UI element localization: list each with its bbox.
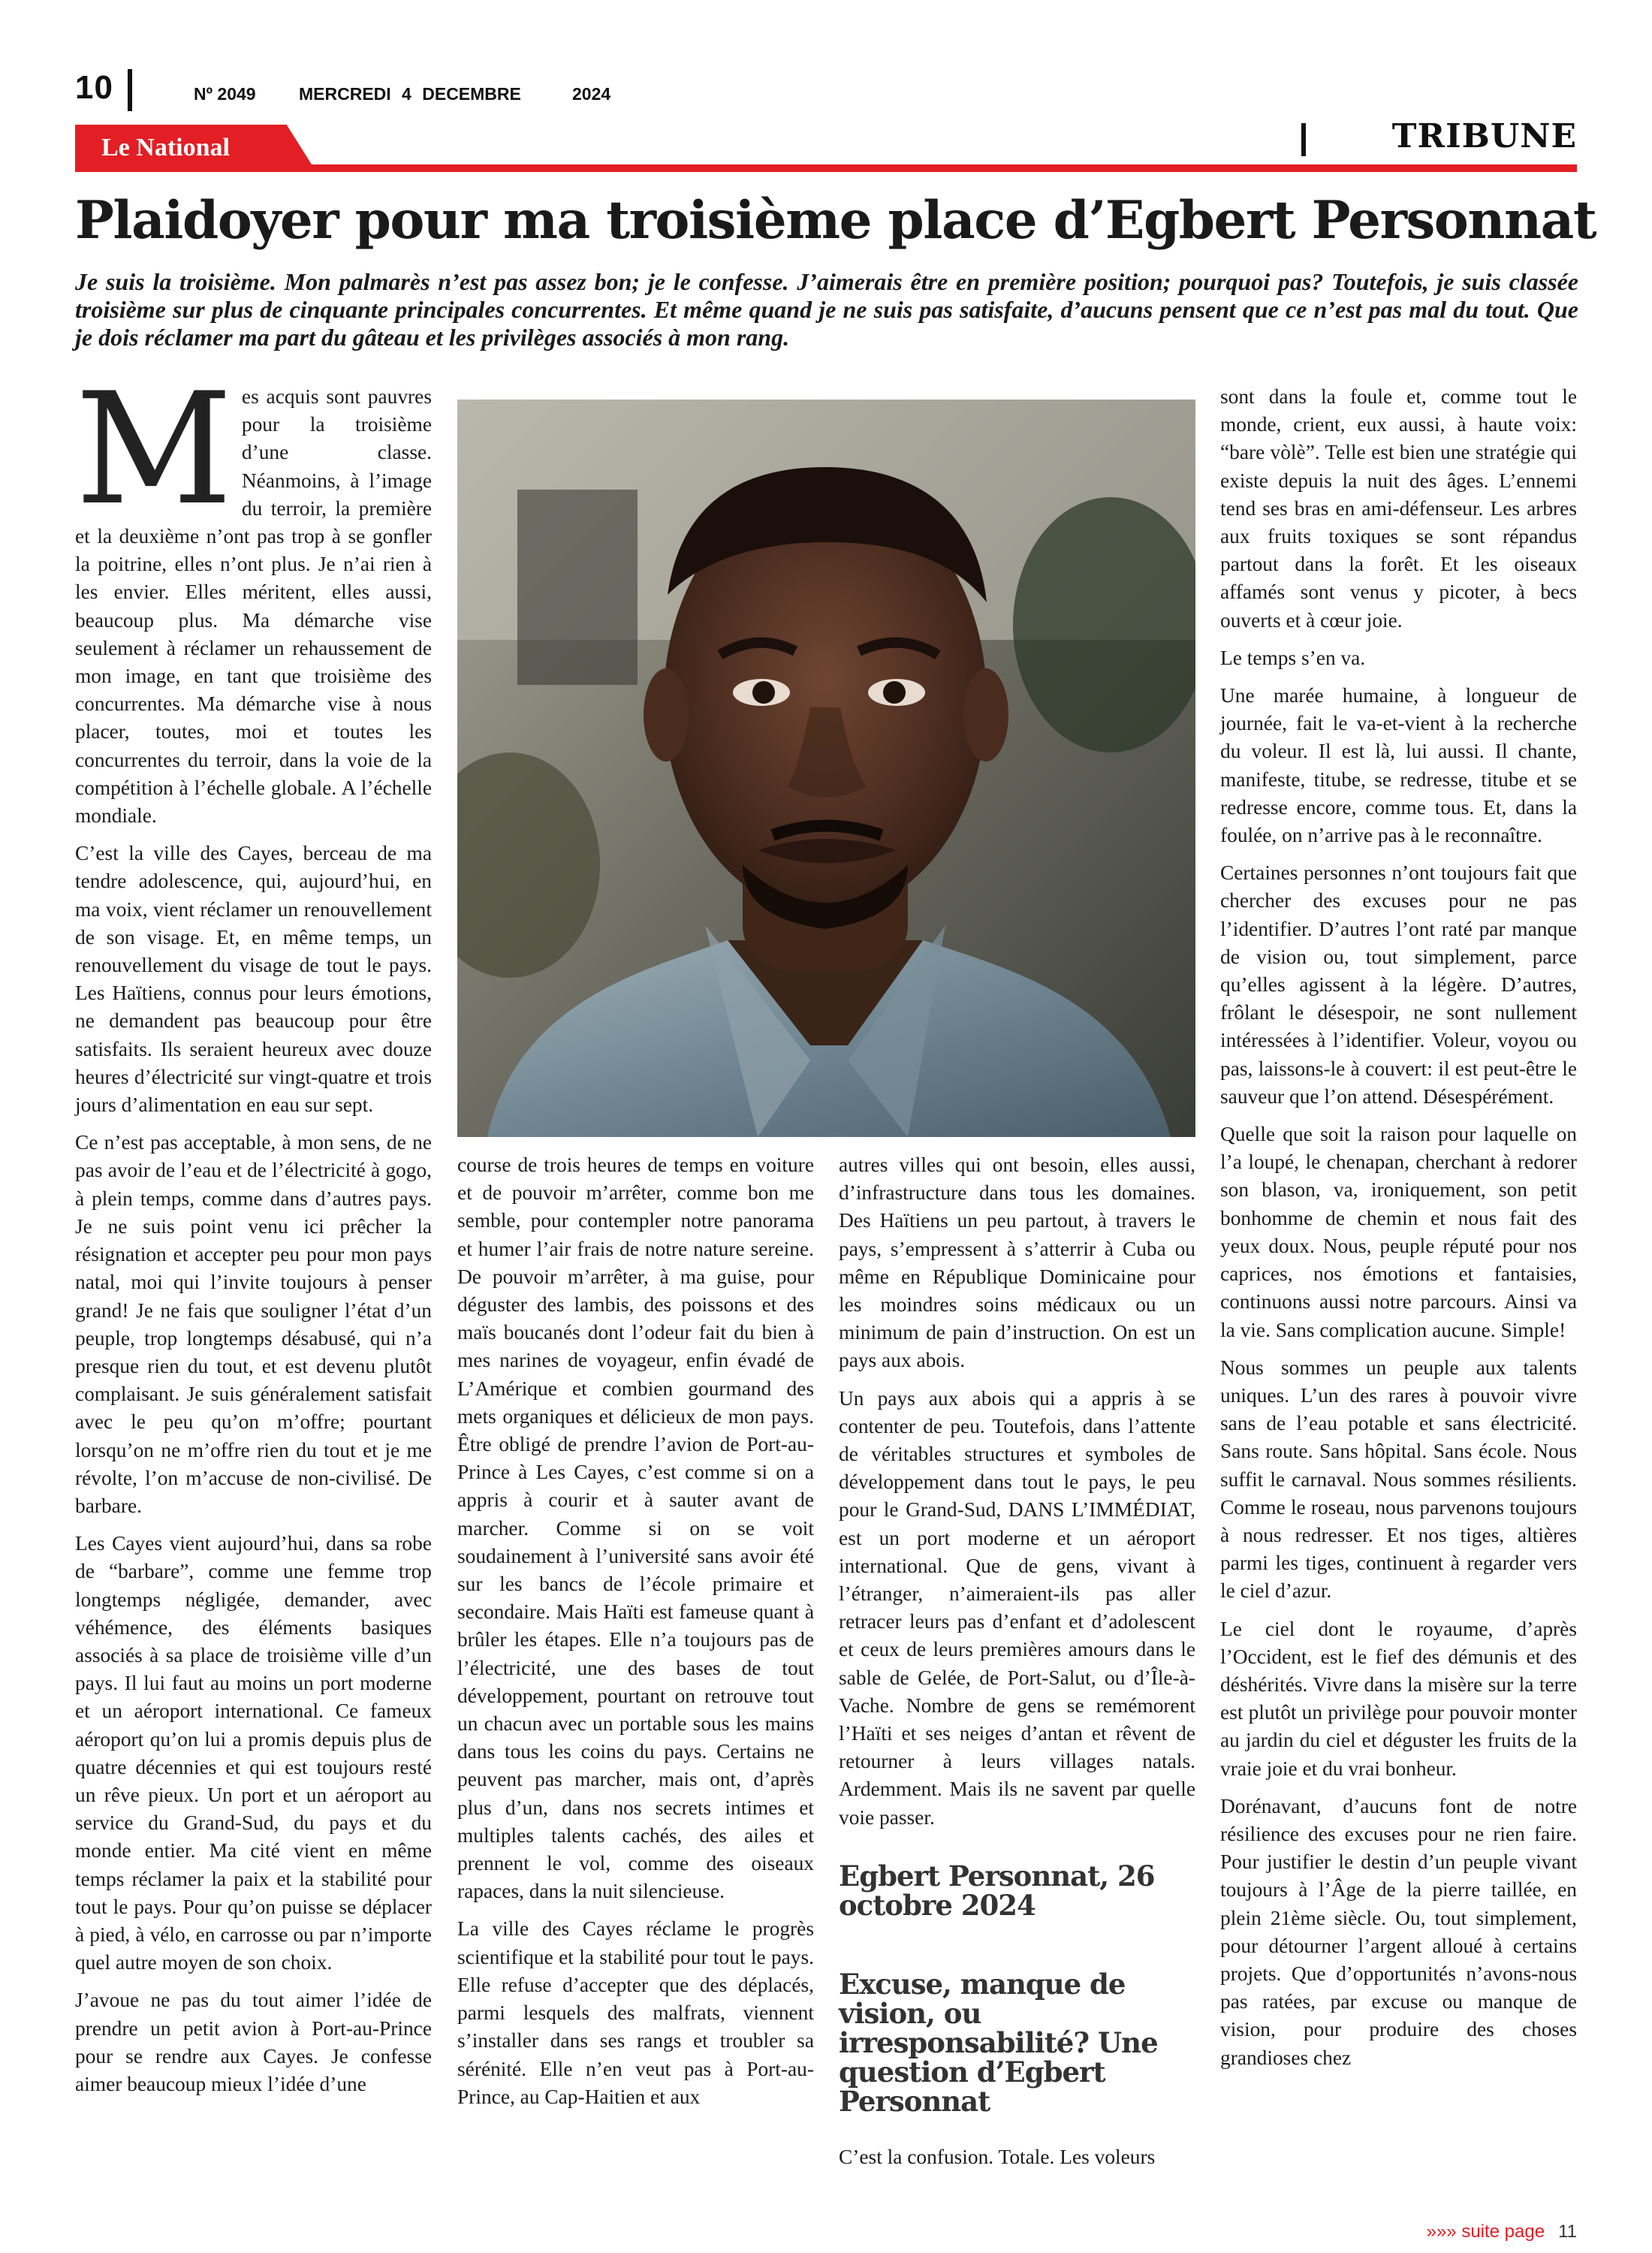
column-3 [839, 1151, 1195, 2181]
author-signature: Egbert Personnat, 26 octobre 2024 [839, 1859, 1155, 1922]
paragraph: Ce n’est pas acceptable, à mon sens, de ne pas avoir de l’eau et de l’électricité à gogo, à plein temps, comme dans d’autres pays. Je ne suis point venu ici prêcher la résignation et accepter peu pour mon pays natal, moi qui l’invite toujours à penser grand! Je ne fais que souligner l’état d’un peuple, trop longtemps désabusé, qui n’a presque rien du tout, et est devenu plutôt complaisant. Je suis généralement satisfait avec le peu qu’on m’offre; pourtant lorsqu’on ne m’offre rien du tout et je me révolte, l’on m’accuse de non-civilisé. De barbare. [75, 1131, 432, 1517]
paragraph: La ville des Cayes réclame le progrès scientifique et la stabilité pour tout le pays. Elle refuse d’accepter que des déplacés, parmi lesquels des malfrats, viennent s’installer dans ses rangs et troubler sa sérénité. Elle n’en veut pas à Port-au-Prince, au Cap-Haitien et aux [457, 1917, 814, 2108]
continued-page-number: 11 [1558, 2221, 1577, 2242]
paragraph: C’est la ville des Cayes, berceau de ma tendre adolescence, qui, aujourd’hui, en ma voix, vient réclamer un renouvellement de son visage. Et, en même temps, un renouvellement du visage de tout le pays. Les Haïtiens, connus pour leurs émotions, ne demandent pas beaucoup pour être satisfaits. Ils seraient heureux avec douze heures d’électricité sur vingt-quatre et trois jours d’alimentation en eau sur sept. [75, 842, 432, 1117]
paragraph: Une marée humaine, à longueur de journée, fait le va-et-vient à la recherche du voleur. Il est là, lui aussi. Il chante, manifeste, titube, se redresse, titube et se redresse encore, comme tous. Et, dans la foulée, on n’arrive pas à le reconnaître. [1220, 684, 1577, 847]
section-divider [1301, 123, 1306, 156]
issue-year: 2024 [572, 84, 611, 104]
paragraph: Mes acquis sont pauvres pour la troisième d’une classe. Néanmoins, à l’image du terroir, la première et la deuxième n’ont pas trop à se gonfler la poitrine, elles n’ont plus. Je n’ai rien à les envier. Elles méritent, elles aussi, beaucoup plus. Ma démarche vise seulement à réclamer un rehaussement de mon image, en tant que troisième des concurrentes. Ma démarche vise à nous placer, toutes, moi et toutes les concurrentes du terroir, dans la voie de la compétition à l’échelle globale. A l’échelle mondiale. [75, 360, 432, 828]
paragraph: Nous sommes un peuple aux talents uniques. L’un des rares à pouvoir vivre sans de l’eau potable et sans électricité. Sans route. Sans hôpital. Sans école. Nous suffit le carnaval. Nous sommes résilients. Comme le roseau, nous parvenons toujours à nous redresser. Et nos tiges, altières parmi les tiges, continuent à regarder vers le ciel d’azur. [1220, 1356, 1577, 1603]
paragraph: Le temps s’en va. [1220, 646, 1366, 669]
column-1 [75, 360, 432, 2108]
paragraph: sont dans la foule et, comme tout le monde, crient, eux aussi, à haute voix: “bare vòlè”. Telle est bien une stratégie qui existe depuis la nuit des âges. L’ennemi tend ses bras en ami-défenseur. Les arbres aux fruits toxiques se sont répandus partout dans la forêt. Et les oiseaux affamés sont venus y picoter, à becs ouverts et à cœur joie. [1220, 385, 1577, 632]
paragraph: course de trois heures de temps en voiture et de pouvoir m’arrêter, comme bon me semble, pour contempler notre panorama et humer l’air frais de notre nature sereine. De pouvoir m’arrêter, à ma guise, pour déguster des lambis, des poissons et des maïs boucanés dont l’odeur fait du bien à mes narines de voyageur, enfin évadé de L’Amérique et combien gourmand des mets organiques et délicieux de mon pays. Être obligé de prendre l’avion de Port-au-Prince à Les Cayes, c’est comme si on a appris à courir et à sauter avant de marcher. Comme si on se voit soudainement à l’université sans avoir été sur les bancs de l’école primaire et secondaire. Mais Haïti est fameuse quant à brûler les étapes. Elle n’a toujours pas de l’électricité, une des bases de tout développement, pourtant on retrouve tout un chacun avec un portable sous les mains dans tous les coins du pays. Certains ne peuvent pas marcher, mais ont, d’après plus d’un, dans nos secrets intimes et multiples talents cachés, des ailes et prennent le vol, comme des oiseaux rapaces, dans la nuit silencieuse. [457, 1154, 814, 1903]
page-number-divider [128, 69, 132, 111]
publication-name: Le National [101, 134, 230, 161]
paragraph: Quelle que soit la raison pour laquelle on l’a loupé, le chenapan, cherchant à redorer son blason, va, ironiquement, son petit bonhomme de chemin et nous fait des yeux doux. Nous, peuple réputé pour nos caprices, nos émotions et fantaisies, continuons aussi notre parcours. Ainsi va la vie. Sans complication aucune. Simple! [1220, 1123, 1577, 1341]
issue-number: Nº 2049 [194, 84, 256, 104]
paragraph: autres villes qui ont besoin, elles aussi, d’infrastructure dans tous les domaines. Des Haïtiens un peu partout, à travers le pays, s’empressent à s’atterrir à Cuba ou même en République Dominicaine pour les moindres soins médicaux ou un minimum de pain d’instruction. On est un pays aux abois. [839, 1154, 1195, 1372]
paragraph: Les Cayes vient aujourd’hui, dans sa robe de “barbare”, comme une femme trop longtemps négligée, demander, avec véhémence, des éléments basiques associés à sa place de troisième ville d’un pays. Il lui faut au moins un port moderne et un aéroport international. Ce fameux aéroport qu’on lui a promis depuis plus de quatre décennies et qui est toujours resté un rêve pieux. Un port et un aéroport au service du Grand-Sud, du pays et du monde entier. Ma cité vient en même temps réclamer la paix et la stabilité pour tout le pays. Pour qu’on puisse se déplacer à pied, à vélo, en carrosse ou par n’importe quel autre moyen de son choix. [75, 1532, 432, 1974]
portrait-photo-icon [457, 400, 1195, 1137]
sub-headline: Excuse, manque de vision, ou irresponsabilité? Une question d’Egbert Personnat [839, 1967, 1158, 2118]
drop-cap: M [75, 360, 233, 539]
article-title: Plaidoyer pour ma troisième place d’Egbert Personnat [75, 190, 1596, 251]
column-2 [457, 1151, 814, 2121]
paragraph: Dorénavant, d’aucuns font de notre résilience des excuses pour ne rien faire. Pour justifier le destin d’un peuple vivant toujours à l’Âge de la pierre taillée, en plein 21ème siècle. Ou, tout simplement, pour détourner l’argent alloué à certains projets. Que d’opportunités n’avons-nous pas ratées, par excuse ou manque de vision, pour produire des choses grandioses chez [1220, 1794, 1577, 2069]
continued-label: »»» suite page [1426, 2221, 1545, 2242]
paragraph: C’est la confusion. Totale. Les voleurs [839, 2145, 1156, 2168]
page-number: 10 [75, 69, 113, 106]
section-title: TRIBUNE [1391, 117, 1577, 155]
issue-date: MERCREDI 4 DECEMBRE [299, 84, 521, 104]
column-4 [1220, 383, 1577, 2082]
author-portrait-photo [457, 400, 1195, 1137]
paragraph: Un pays aux abois qui a appris à se contenter de peu. Toutefois, dans l’attente de véritables structures et symboles de développement dans tout le pays, le peu pour le Grand-Sud, DANS L’IMMÉDIAT, est un port moderne et un aéroport international. Que de gens, vivant à l’étranger, n’aimeraient-ils pas aller retracer leurs pas d’enfant et d’adolescent et ceux de leurs premières amours dans le sable de Gelée, de Port-Salut, ou d’Île-à-Vache. Nombre de gens se remémorent l’Haïti et ses neiges d’antan et rêvent de retourner à leurs villages natals. Ardemment. Mais ils ne savent par quelle voie passer. [839, 1386, 1195, 1829]
paragraph: J’avoue ne pas du tout aimer l’idée de prendre un petit avion à Port-au-Prince pour se rendre aux Cayes. Je confesse aimer beaucoup mieux l’idée d’une [75, 1989, 432, 2095]
paragraph: Le ciel dont le royaume, d’après l’Occident, est le fief des démunis et des déshérités. Vivre dans la misère sur la terre est plutôt un privilège pour pouvoir monter au jardin du ciel et déguster les fruits de la vraie joie et du vrai bonheur. [1220, 1617, 1577, 1780]
article-deck: Je suis la troisième. Mon palmarès n’est pas assez bon; je le confesse. J’aimerais être en première position; pourquoi pas? Toutefois, je suis classée troisième sur plus de cinquante principales concurrentes. Et même quand je ne suis pas satisfaite, d’aucuns pensent que ce n’est pas mal du tout. Que je dois réclamer ma part du gâteau et les privilèges associés à mon rang. [75, 268, 1578, 351]
paragraph: Certaines personnes n’ont toujours fait que chercher des excuses pour ne pas l’identifier. D’autres l’ont raté par manque de vision ou, tout simplement, parce qu’elles agissent à la légère. D’autres, frôlant le désespoir, ne sont nullement intéressées à l’identifier. Voleur, voyou ou pas, laissons-le à couvert: il est peut-être le sauveur que l’on attend. Désespérément. [1220, 861, 1577, 1108]
continued-on-page[interactable] [1427, 2221, 1577, 2242]
